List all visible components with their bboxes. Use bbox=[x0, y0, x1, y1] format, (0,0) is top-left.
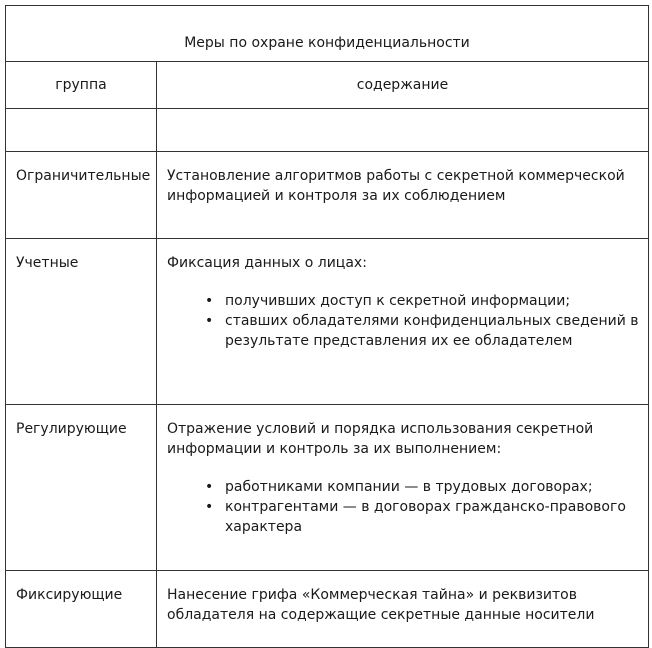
group-cell: Учетные bbox=[6, 239, 157, 405]
bullet-icon: • bbox=[205, 479, 214, 495]
confidentiality-measures-table bbox=[5, 5, 649, 648]
header-group: группа bbox=[6, 62, 157, 109]
header-content: содержание bbox=[157, 62, 649, 109]
content-text: Установление алгоритмов работы с секретной коммерческой информацией и контроля за их соблюдением bbox=[167, 168, 625, 204]
empty-row bbox=[6, 109, 649, 152]
empty-cell-content bbox=[157, 109, 649, 152]
content-text: Отражение условий и порядка использования секретной информации и контроль за их выполнением: bbox=[167, 421, 594, 457]
content-cell bbox=[157, 239, 649, 405]
bullet-icon: • bbox=[205, 293, 214, 309]
title-row bbox=[6, 6, 649, 62]
table-row bbox=[6, 405, 649, 571]
list-item bbox=[205, 497, 640, 537]
list-item bbox=[205, 291, 640, 311]
bullet-list bbox=[167, 477, 640, 537]
list-item-text: получивших доступ к секретной информации; bbox=[225, 293, 571, 309]
content-text: Нанесение грифа «Коммерческая тайна» и реквизитов обладателя на содержащие секретные данные носители bbox=[167, 587, 595, 623]
list-item-text: ставших обладателями конфиденциальных сведений в результате представления их ее обладателем bbox=[225, 313, 639, 349]
list-item-text: контрагентами — в договорах гражданско-правового характера bbox=[225, 499, 626, 535]
content-cell bbox=[157, 571, 649, 648]
group-cell: Ограничительные bbox=[6, 152, 157, 239]
list-item bbox=[205, 477, 640, 497]
bullet-list bbox=[167, 291, 640, 351]
table-title: Меры по охране конфиденциальности bbox=[6, 6, 649, 62]
table-row bbox=[6, 152, 649, 239]
content-cell bbox=[157, 405, 649, 571]
bullet-icon: • bbox=[205, 313, 214, 329]
content-cell bbox=[157, 152, 649, 239]
group-cell: Фиксирующие bbox=[6, 571, 157, 648]
group-cell: Регулирующие bbox=[6, 405, 157, 571]
header-row bbox=[6, 62, 649, 109]
list-item bbox=[205, 311, 640, 351]
table-row bbox=[6, 239, 649, 405]
list-item-text: работниками компании — в трудовых договорах; bbox=[225, 479, 593, 495]
bullet-icon: • bbox=[205, 499, 214, 515]
empty-cell-group bbox=[6, 109, 157, 152]
table-row bbox=[6, 571, 649, 648]
content-text: Фиксация данных о лицах: bbox=[167, 255, 367, 271]
